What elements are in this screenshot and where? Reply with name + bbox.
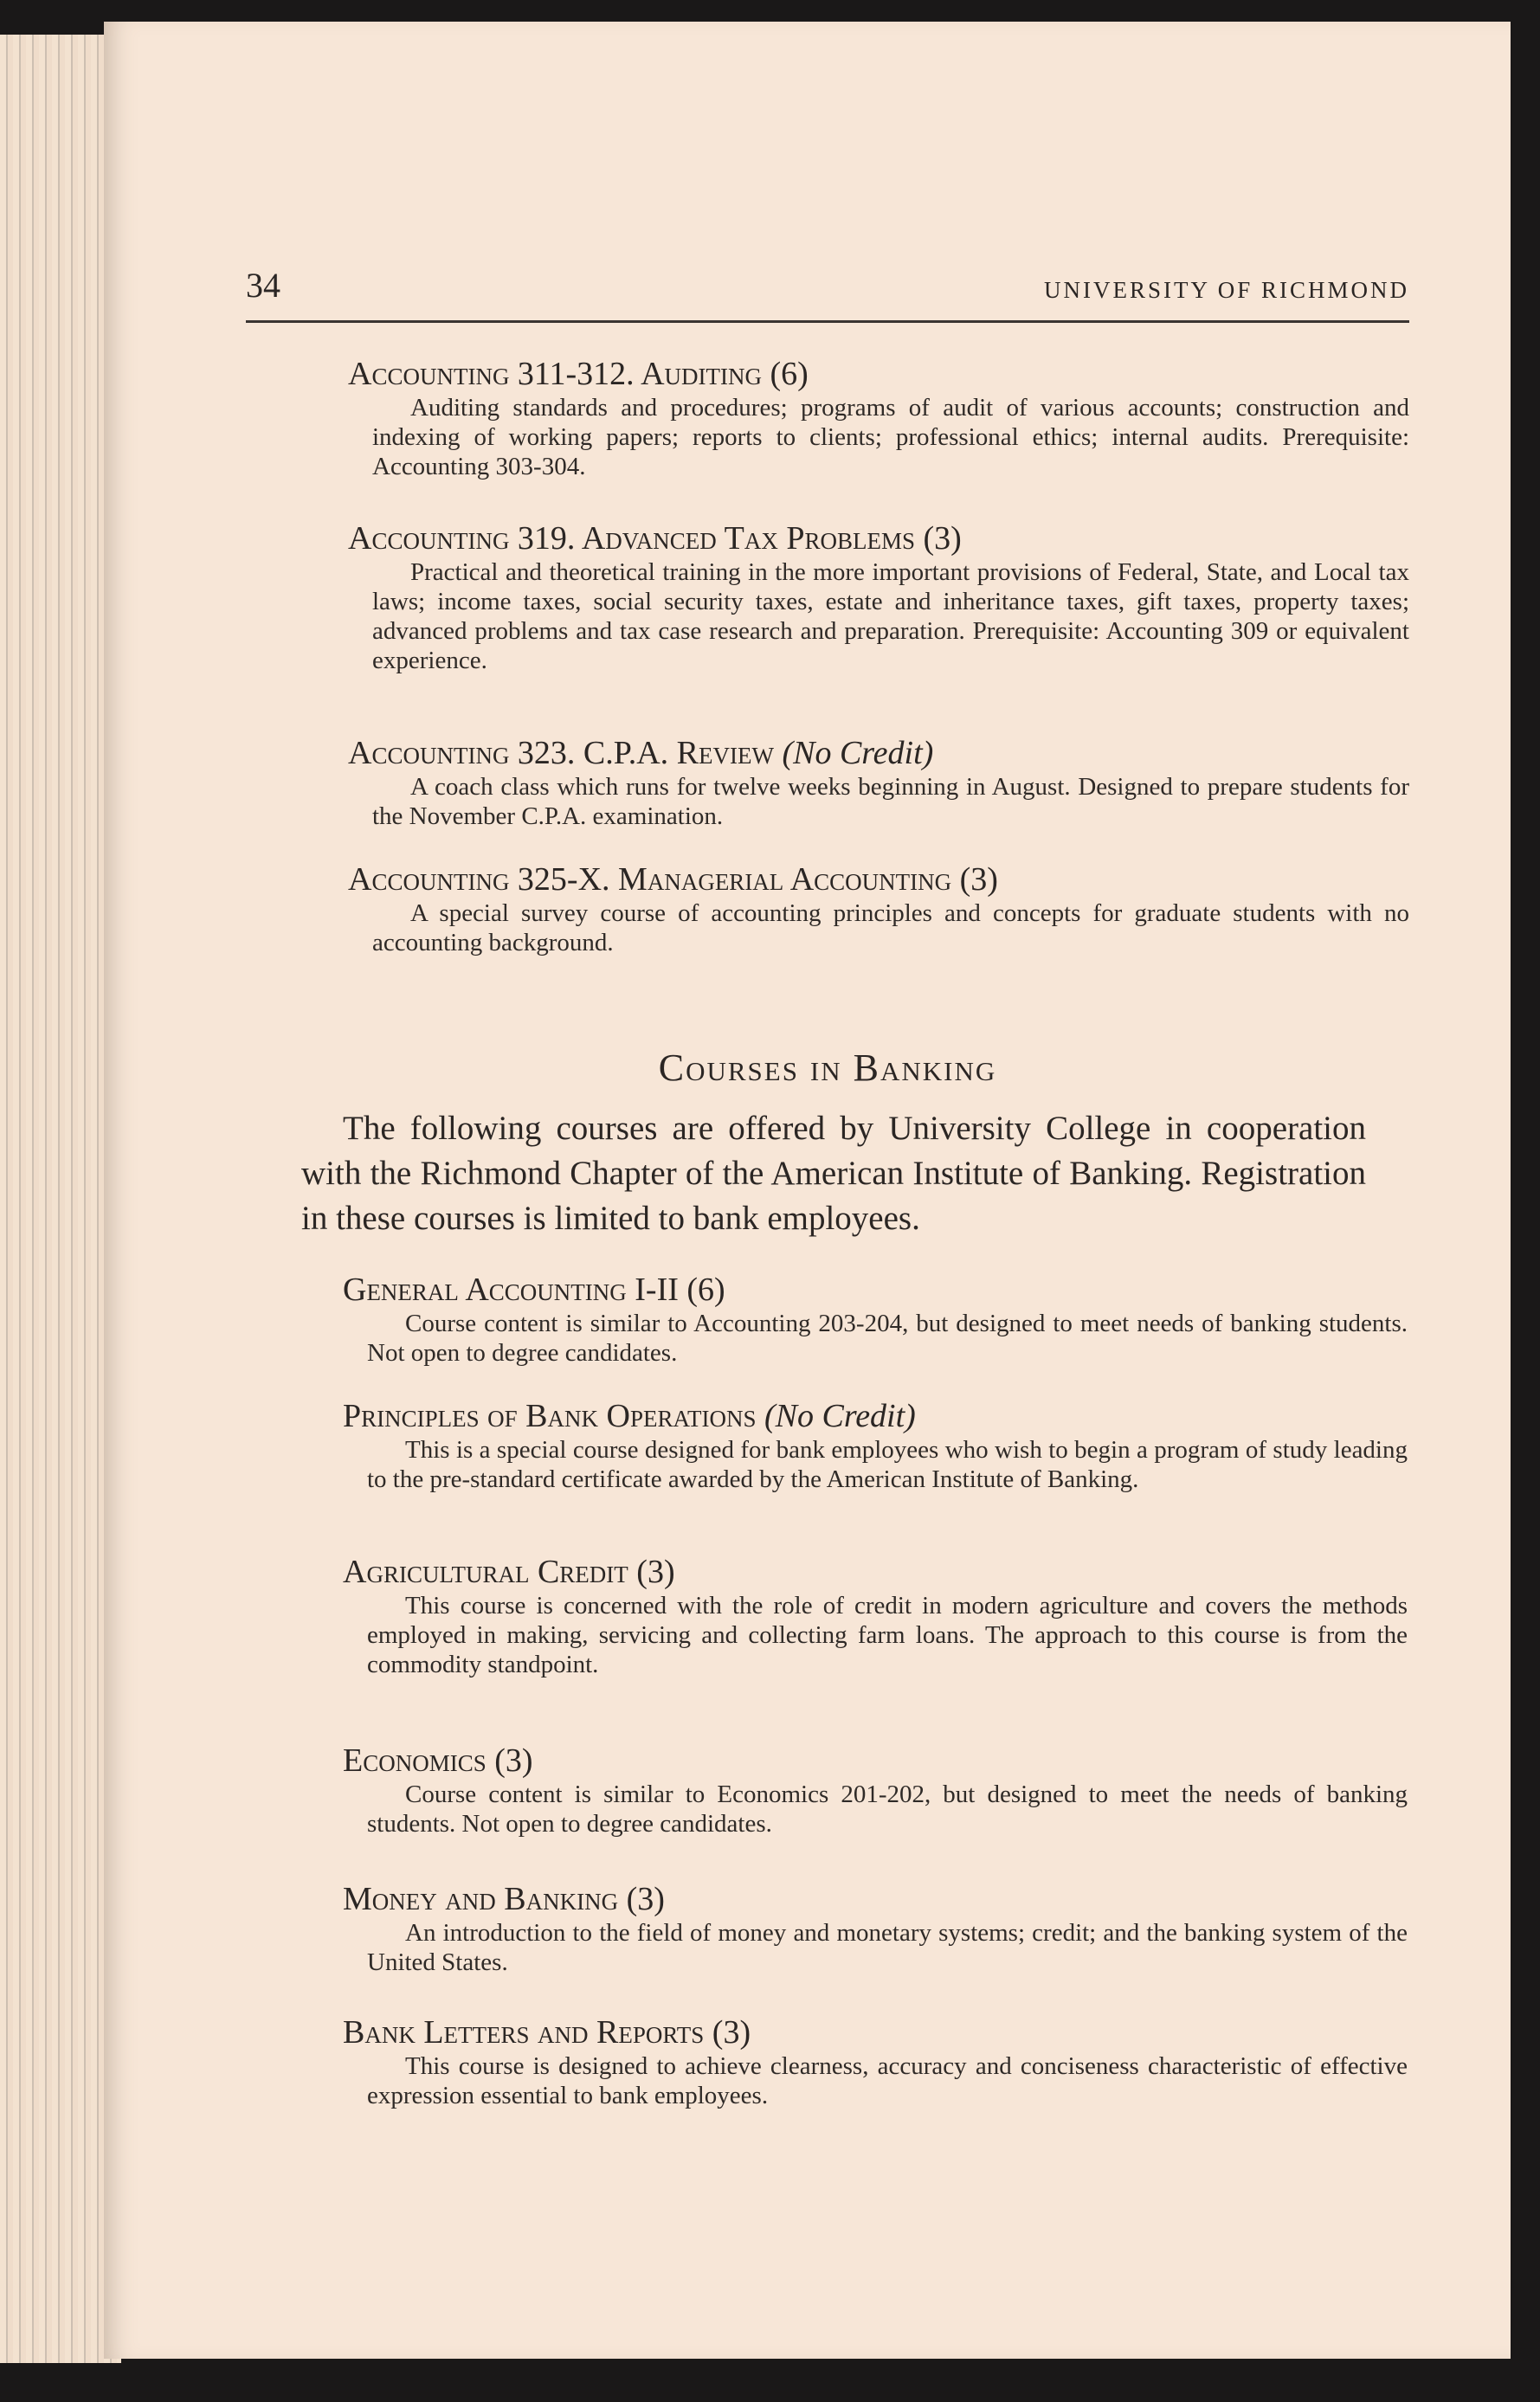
course-credit: (3) — [626, 1881, 665, 1917]
course-credit: (6) — [686, 1272, 725, 1308]
course-description: Practical and theoretical training in the more important provisions of Federal, State, and Local tax laws; income taxes, social security taxes, estate and inheritance taxes, gift taxes, property taxes; advanced problems and tax case research and preparation. Prerequisite: Accounting 309 or equivalent experience. — [372, 558, 1409, 674]
section-intro: The following courses are offered by University College in cooperation with the Richmond Chapter of the American Institute of Banking. Registration in these courses is limited to bank employees. — [301, 1110, 1366, 1237]
course-description: A special survey course of accounting principles and concepts for graduate students with no accounting background. — [372, 899, 1409, 956]
course-title: Accounting 311-312. Auditing (6) — [348, 356, 809, 392]
course-entry — [343, 1271, 1408, 1368]
page-header — [246, 260, 1409, 323]
course-title: Principles of Bank Operations (No Credit) — [343, 1398, 916, 1434]
course-credit: (3) — [712, 2014, 751, 2051]
course-title: Money and Banking (3) — [343, 1881, 665, 1917]
course-credit: (6) — [770, 356, 809, 392]
course-description: This course is concerned with the role of credit in modern agriculture and covers the methods employed in making, servicing and collecting farm loans. The approach to this course is from the commodity standpoint. — [367, 1592, 1408, 1678]
section-heading: Courses in Banking — [658, 1046, 997, 1089]
running-head: UNIVERSITY OF RICHMOND — [1043, 277, 1409, 303]
course-entry — [348, 734, 1409, 831]
course-title: Agricultural Credit (3) — [343, 1554, 675, 1590]
course-credit: (No Credit) — [764, 1398, 916, 1434]
page-number: 34 — [246, 266, 280, 305]
course-title: Economics (3) — [343, 1742, 533, 1779]
course-entry — [343, 1553, 1408, 1679]
course-title: Bank Letters and Reports (3) — [343, 2014, 751, 2051]
course-title: Accounting 319. Advanced Tax Problems (3) — [348, 520, 962, 557]
course-description: A coach class which runs for twelve weeks beginning in August. Designed to prepare students for the November C.P.A. examination. — [372, 773, 1409, 830]
course-description: Course content is similar to Economics 201-202, but designed to meet the needs of banking students. Not open to degree candidates. — [367, 1781, 1408, 1838]
course-title: Accounting 323. C.P.A. Review (No Credit) — [348, 735, 934, 771]
course-title: General Accounting I-II (6) — [343, 1272, 725, 1308]
course-entry — [343, 1397, 1408, 1494]
course-entry — [343, 1742, 1408, 1839]
course-description: This course is designed to achieve clearness, accuracy and conciseness characteristic of effective expression essential to bank employees. — [367, 2052, 1408, 2109]
book-page-edges — [0, 35, 121, 2363]
course-description: Auditing standards and procedures; programs of audit of various accounts; construction and indexing of working papers; reports to clients; professional ethics; internal audits. Prerequisite: Accounting 303-304. — [372, 394, 1409, 480]
course-credit: (3) — [959, 861, 998, 898]
course-credit: (3) — [636, 1554, 675, 1590]
course-credit: (No Credit) — [782, 735, 934, 771]
course-credit: (3) — [494, 1742, 533, 1779]
course-entry — [348, 355, 1409, 481]
course-credit: (3) — [923, 520, 962, 557]
course-entry — [343, 1880, 1408, 1977]
course-entry — [348, 519, 1409, 675]
course-description: This is a special course designed for bank employees who wish to begin a program of study leading to the pre-standard certificate awarded by the American Institute of Banking. — [367, 1436, 1408, 1493]
course-description: Course content is similar to Accounting 203-204, but designed to meet needs of banking students. Not open to degree candidates. — [367, 1310, 1408, 1367]
course-entry — [348, 860, 1409, 957]
course-description: An introduction to the field of money and monetary systems; credit; and the banking system of the United States. — [367, 1919, 1408, 1976]
course-title: Accounting 325-X. Managerial Accounting (3) — [348, 861, 998, 898]
course-entry — [343, 2013, 1408, 2110]
